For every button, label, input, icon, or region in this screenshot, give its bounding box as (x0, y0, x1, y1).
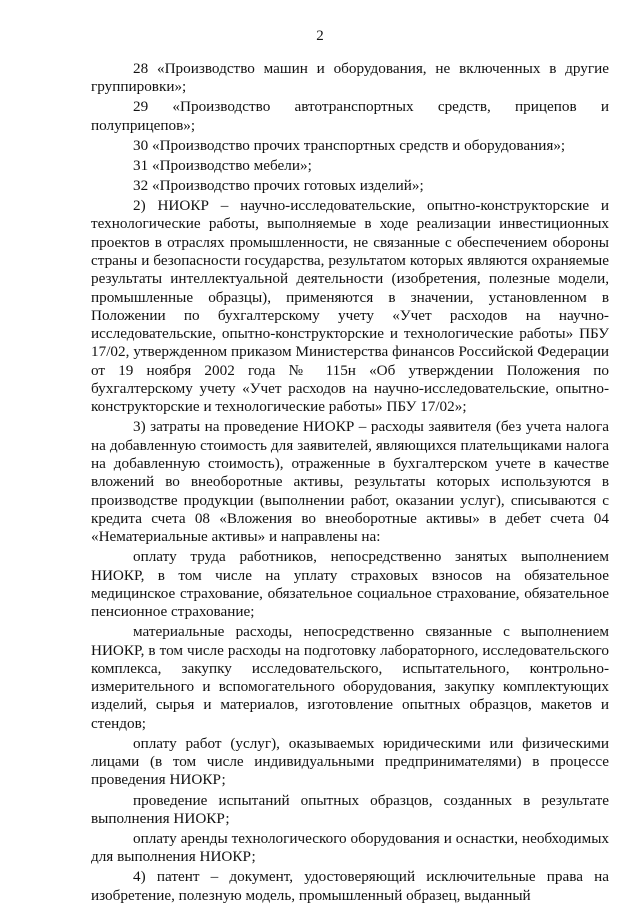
paragraph-material-costs: материальные расходы, непосредственно связанные с выполнением НИОКР, в том числе расходы на подготовку лабораторного, исследовательского комплекса, закупку исследовательского, испытательного, контрольно-измерительного и вспомогательного оборудования, закупку комплектующих изделий, сырья и материалов, изготовление опытных образцов, макетов и стендов; (91, 623, 609, 732)
paragraph-equipment-rent: оплату аренды технологического оборудования и оснастки, необходимых для выполнения НИОКР; (91, 829, 609, 866)
paragraph-prototype-testing: проведение испытаний опытных образцов, созданных в результате выполнения НИОКР; (91, 791, 609, 827)
paragraph-patent-definition: 4) патент – документ, удостоверяющий исключительные права на изобретение, полезную модель, промышленный образец, выданный (91, 868, 609, 904)
paragraph-services-payment: оплату работ (услуг), оказываемых юридическими или физическими лицами (в том числе индивидуальными предпринимателями) в процессе проведения НИОКР; (91, 734, 609, 789)
paragraph-labor-payment: оплату труда работников, непосредственно занятых выполнением НИОКР, в том числе на уплату страховых взносов на обязательное медицинское страхование, обязательное социальное страхование, обязательное пенсионное страхование; (91, 548, 609, 621)
paragraph-niokr-costs: 3) затраты на проведение НИОКР – расходы заявителя (без учета налога на добавленную стоимость для заявителей, являющихся плательщиками налога на добавленную стоимость), отраженные в бухгалтерском учете в качестве вложений во внеоборотные активы, результаты которых используются в производстве продукции (выполнении работ, оказании услуг), списываются с кредита счета 08 «Вложения во внеоборотные активы» в дебет счета 04 «Нематериальные активы» и направлены на: (91, 418, 609, 546)
paragraph-item-29: 29 «Производство автотранспортных средств, прицепов и полуприцепов»; (91, 98, 609, 134)
paragraph-item-28: 28 «Производство машин и оборудования, не включенных в другие группировки»; (91, 60, 609, 96)
page-number: 2 (316, 28, 324, 44)
paragraph-item-30: 30 «Производство прочих транспортных средств и оборудования»; (133, 136, 566, 154)
paragraph-item-31: 31 «Производство мебели»; (133, 156, 312, 174)
paragraph-item-32: 32 «Производство прочих готовых изделий»; (133, 176, 424, 194)
paragraph-niokr-definition: 2) НИОКР – научно-исследовательские, опытно-конструкторские и технологические работы, выполняемые в ходе реализации инвестиционных проектов в отраслях промышленности, не связанные с обеспечением обороны страны и безопасности государства, результатом которых являются охраняемые результаты интеллектуальной деятельности (изобретения, полезные модели, промышленные образцы), применяются в значении, установленном в Положении по бухгалтерскому учету «Учет расходов на научно-исследовательские, опытно-конструкторские и технологические работы» ПБУ 17/02, утвержденном приказом Министерства финансов Российской Федерации от 19 ноября 2002 года № 115н «Об утверждении Положения по бухгалтерскому учету «Учет расходов на научно-исследовательские, опытно-конструкторские и технологические работы» ПБУ 17/02»; (91, 197, 609, 416)
document-body (91, 60, 609, 907)
